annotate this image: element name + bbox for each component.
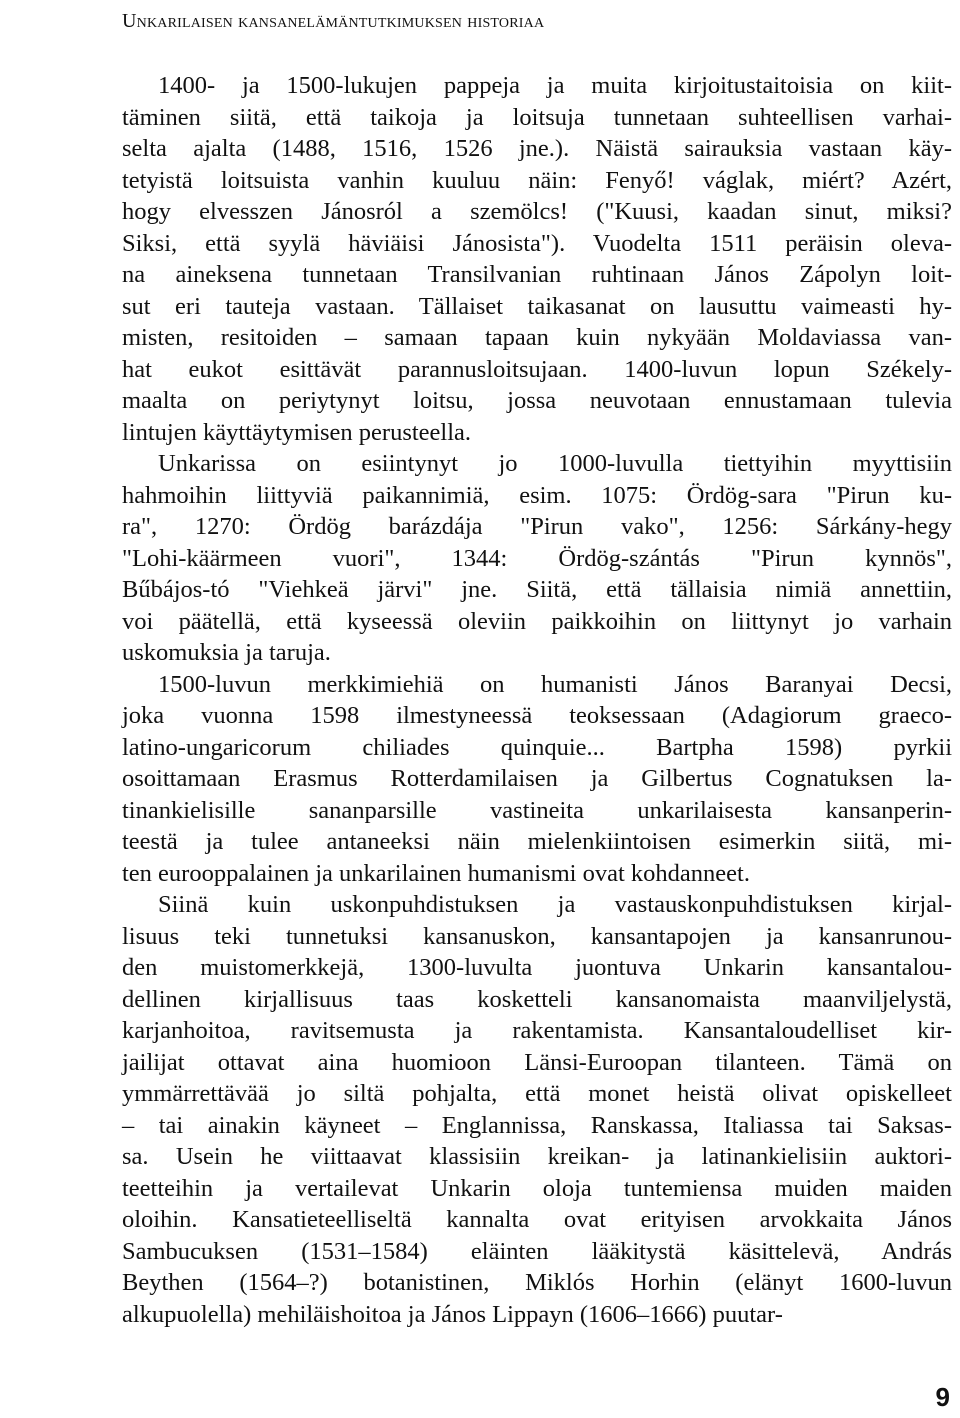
text-line: – tai ainakin käyneet – Englannissa, Ranskassa, Italiassa tai Saksas- <box>122 1111 952 1139</box>
text-line: ten eurooppalainen ja unkarilainen humanismi ovat kohdanneet. <box>122 859 750 887</box>
text-line: joka vuonna 1598 ilmestyneessä teoksessaan (Adagiorum graeco- <box>122 702 952 729</box>
text-line: lisuus teki tunnetuksi kansanuskon, kansantapojen ja kansanrunou- <box>122 922 952 950</box>
text-line: uskomuksia ja taruja. <box>122 639 331 666</box>
text-line: teestä ja tulee antaneeksi näin mielenkiintoisen esimerkin siitä, mi- <box>122 828 952 855</box>
text-line: osoittamaan Erasmus Rotterdamilaisen ja Gilbertus Cognatuksen la- <box>122 765 952 792</box>
text-line: den muistomerkkejä, 1300-luvulta juontuva Unkarin kansantalou- <box>122 954 952 981</box>
text-line: Bűbájos-tó "Viehkeä järvi" jne. Siitä, että tällaisia nimiä annettiin, <box>122 576 952 603</box>
paragraph-4 <box>122 889 952 1330</box>
text-line: misten, resitoiden – samaan tapaan kuin nykyään Moldaviassa van- <box>122 324 952 351</box>
text-line: na aineksena tunnetaan Transilvanian ruhtinaan János Zápolyn loit- <box>122 261 952 288</box>
text-line: sut eri tauteja vastaan. Tällaiset taikasanat on lausuttu vaimeasti hy- <box>122 292 952 320</box>
text-line: hogy elvesszen Jánosról a szemölcs! ("Kuusi, kaadan sinut, miksi? <box>122 198 952 225</box>
page-body <box>122 70 952 1330</box>
text-line: hahmoihin liittyviä paikannimiä, esim. 1075: Ördög-sara "Pirun ku- <box>122 481 952 509</box>
text-line: täminen siitä, että taikoja ja loitsuja tunnetaan suhteellisen varhai- <box>122 103 952 131</box>
text-line: Beythen (1564–?) botanistinen, Miklós Horhin (elänyt 1600-luvun <box>122 1269 952 1296</box>
paragraph-1 <box>122 70 952 448</box>
page-number: 9 <box>935 1382 950 1412</box>
text-line: Siksi, että syylä häviäisi Jánosista"). Vuodelta 1511 peräisin oleva- <box>122 229 952 257</box>
text-line: tinankielisille sananparsille vastineita unkarilaisesta kansanperin- <box>122 796 952 824</box>
text-line: sa. Usein he viittaavat klassisiin kreikan- ja latinankielisiin auktori- <box>122 1143 952 1170</box>
paragraph-3 <box>122 669 952 890</box>
text-line: tetyistä loitsuista vanhin kuuluu näin: Fenyő! váglak, miért? Azért, <box>122 166 952 194</box>
text-line: "Lohi-käärmeen vuori", 1344: Ördög-szántás "Pirun kynnös", <box>122 544 952 572</box>
text-line: voi päätellä, että kyseessä oleviin paikkoihin on liittynyt jo varhain <box>122 607 952 635</box>
text-line: Unkarissa on esiintynyt jo 1000-luvulla tiettyihin myyttisiin <box>158 450 952 477</box>
text-line: latino-ungaricorum chiliades quinquie... Bartpha 1598) pyrkii <box>122 733 952 761</box>
text-line: selta ajalta (1488, 1516, 1526 jne.). Näistä sairauksia vastaan käy- <box>122 135 952 162</box>
text-line: ymmärrettävää jo siltä pohjalta, että monet heistä olivat opiskelleet <box>122 1080 952 1107</box>
text-line: jailijat ottavat aina huomioon Länsi-Euroopan tilanteen. Tämä on <box>122 1048 952 1076</box>
text-line: ra", 1270: Ördög barázdája "Pirun vako", 1256: Sárkány-hegy <box>122 513 952 540</box>
running-header: Unkarilaisen kansanelämäntutkimuksen historiaa <box>122 10 545 32</box>
text-line: hat eukot esittävät parannusloitsujaan. 1400-luvun lopun Székely- <box>122 355 952 383</box>
text-line: alkupuolella) mehiläishoitoa ja János Lippayn (1606–1666) puutar- <box>122 1300 783 1328</box>
paragraph-2 <box>122 448 952 669</box>
text-line: oloihin. Kansatieteelliseltä kannalta ovat erityisen arvokkaita János <box>122 1206 952 1233</box>
text-line: dellinen kirjallisuus taas kosketteli kansanomaista maanviljelystä, <box>122 985 952 1013</box>
text-line: lintujen käyttäytymisen perusteella. <box>122 418 472 446</box>
text-line: Sambucuksen (1531–1584) eläinten lääkitystä käsittelevä, András <box>122 1237 952 1265</box>
text-line: 1400- ja 1500-lukujen pappeja ja muita kirjoitustaitoisia on kiit- <box>158 72 952 99</box>
text-line: karjanhoitoa, ravitsemusta ja rakentamista. Kansantaloudelliset kir- <box>122 1017 952 1044</box>
text-line: teetteihin ja vertailevat Unkarin oloja tuntemiensa muiden maiden <box>122 1174 952 1202</box>
text-line: 1500-luvun merkkimiehiä on humanisti János Baranyai Decsi, <box>158 670 952 698</box>
text-line: Siinä kuin uskonpuhdistuksen ja vastauskonpuhdistuksen kirjal- <box>158 891 952 918</box>
text-line: maalta on periytynyt loitsu, jossa neuvotaan ennustamaan tulevia <box>122 387 952 414</box>
